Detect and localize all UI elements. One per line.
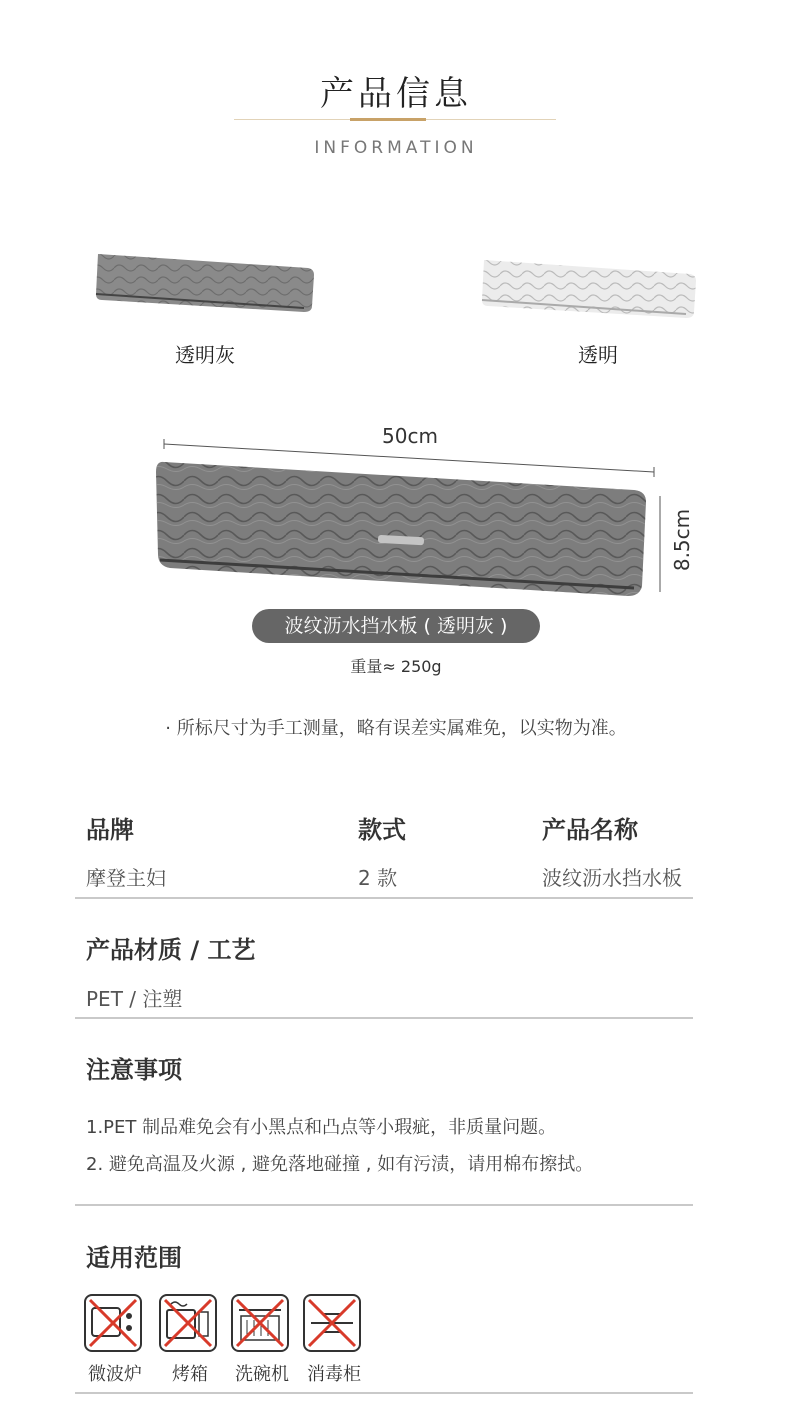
measurement-note: · 所标尺寸为手工测量，略有误差实属难免，以实物为准。 — [165, 718, 627, 739]
notes-label: 注意事项 — [86, 1056, 182, 1084]
material-value: PET / 注塑 — [86, 987, 183, 1011]
variant-label-gray: 透明灰 — [175, 343, 235, 367]
section-divider — [75, 897, 693, 899]
appliance-label: 消毒柜 — [307, 1364, 361, 1385]
section-divider — [75, 1204, 693, 1206]
appliance-label: 洗碗机 — [235, 1364, 289, 1385]
brand-value: 摩登主妇 — [86, 866, 166, 890]
brand-label: 品牌 — [86, 816, 134, 844]
oven-prohibited-icon — [159, 1294, 217, 1352]
product-name-label: 产品名称 — [542, 816, 638, 844]
appliance-label: 烤箱 — [172, 1364, 208, 1385]
section-divider — [75, 1392, 693, 1394]
product-name-value: 波纹沥水挡水板 — [542, 866, 682, 890]
note-item: 1.PET 制品难免会有小黑点和凸点等小瑕疵，非质量问题。 — [86, 1117, 557, 1138]
dishwasher-prohibited-icon — [231, 1294, 289, 1352]
page-subtitle: INFORMATION — [314, 138, 478, 158]
material-label: 产品材质 / 工艺 — [86, 936, 256, 964]
appliance-oven — [159, 1294, 219, 1386]
width-dimension: 50cm — [382, 424, 438, 448]
style-value: 2 款 — [358, 866, 398, 890]
product-weight: 重量≈ 250g — [350, 657, 442, 676]
product-name-pill: 波纹沥水挡水板 ( 透明灰 ) — [252, 609, 540, 643]
variant-label-clear: 透明 — [578, 343, 618, 367]
height-dimension — [662, 505, 702, 575]
appliance-sterilizer — [303, 1294, 363, 1386]
style-label: 款式 — [358, 816, 406, 844]
appliance-dishwasher — [231, 1294, 291, 1386]
product-main-image — [150, 436, 670, 600]
appliance-label: 微波炉 — [88, 1364, 142, 1385]
note-item: 2. 避免高温及火源 , 避免落地碰撞 , 如有污渍，请用棉布擦拭。 — [86, 1154, 594, 1175]
scope-label: 适用范围 — [86, 1244, 182, 1272]
page-title: 产品信息 — [320, 74, 472, 114]
section-divider — [75, 1017, 693, 1019]
title-accent-bar — [350, 118, 426, 121]
variant-image-gray — [92, 250, 316, 316]
height-dimension-text: 8.5cm — [670, 508, 694, 572]
variant-image-clear — [478, 256, 700, 322]
appliance-microwave — [84, 1294, 144, 1386]
microwave-prohibited-icon — [84, 1294, 142, 1352]
sterilizer-prohibited-icon — [303, 1294, 361, 1352]
